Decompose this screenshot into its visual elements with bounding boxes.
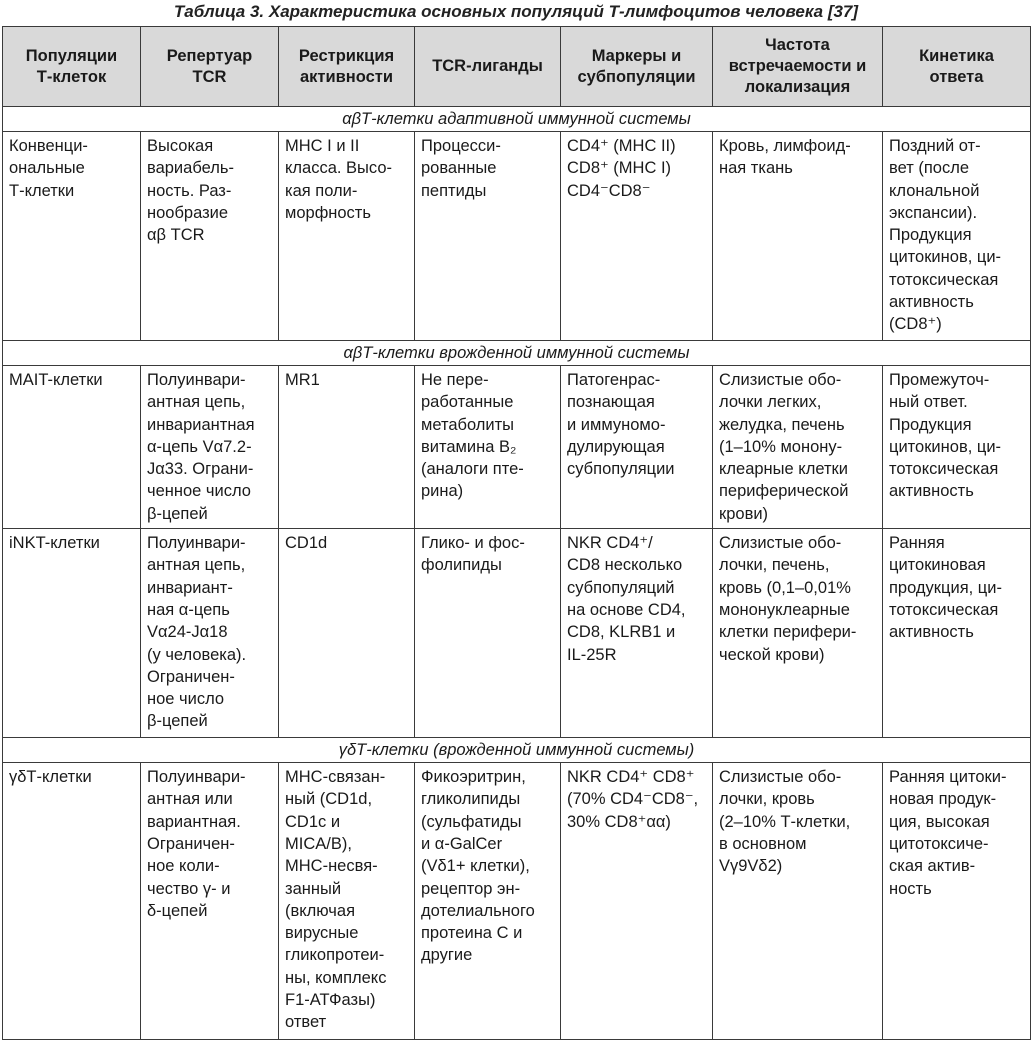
cell-restriction: MHC-связан- ный (CD1d, CD1c и MICA/B), MHC-несвя- занный (включая вирусные гликопротеи- ны, комплекс F1-АТФазы) ответ — [279, 763, 415, 1040]
table-row — [3, 529, 1031, 738]
cell-restriction: MHC I и II класса. Высо- кая поли- морфность — [279, 132, 415, 341]
cell-frequency: Кровь, лимфоид- ная ткань — [713, 132, 883, 341]
section-innate-ab: αβТ-клетки врожденной иммунной системы — [3, 341, 1031, 366]
cell-frequency: Слизистые обо- лочки, кровь (2–10% Т-клетки, в основном Vγ9Vδ2) — [713, 763, 883, 1040]
table-row — [3, 366, 1031, 529]
header-population: Популяции Т-клеток — [3, 27, 141, 107]
header-markers: Маркеры и субпопуляции — [561, 27, 713, 107]
cell-kinetics: Ранняя цитоки- новая продук- ция, высокая цитотоксиче- ская актив- ность — [883, 763, 1031, 1040]
cell-ligands: Не пере- работанные метаболиты витамина B₂ (аналоги пте- рина) — [415, 366, 561, 529]
cell-ligands: Фикоэритрин, гликолипиды (сульфатиды и α-GalCer (Vδ1+ клетки), рецептор эн- дотелиального протеина C и другие — [415, 763, 561, 1040]
cell-frequency: Слизистые обо- лочки, печень, кровь (0,1–0,01% мононуклеарные клетки перифери- ческой крови) — [713, 529, 883, 738]
cell-kinetics: Промежуточ- ный ответ. Продукция цитокинов, ци- тотоксическая активность — [883, 366, 1031, 529]
cell-restriction: MR1 — [279, 366, 415, 529]
section-row — [3, 341, 1031, 366]
header-ligands: TCR-лиганды — [415, 27, 561, 107]
cell-markers: NKR CD4⁺ CD8⁺ (70% CD4⁻CD8⁻, 30% CD8⁺αα) — [561, 763, 713, 1040]
cell-kinetics: Ранняя цитокиновая продукция, ци- тотоксическая активность — [883, 529, 1031, 738]
cell-repertoire: Полуинвари- антная цепь, инвариантная α-цепь Vα7.2- Jα33. Ограни- ченное число β-цепей — [141, 366, 279, 529]
t-cell-table — [2, 26, 1031, 1040]
cell-population: Конвенци- ональные Т-клетки — [3, 132, 141, 341]
section-gd: γδТ-клетки (врожденной иммунной системы) — [3, 738, 1031, 763]
section-adaptive-ab: αβТ-клетки адаптивной иммунной системы — [3, 107, 1031, 132]
table-row — [3, 132, 1031, 341]
cell-markers: NKR CD4⁺/ CD8 несколько субпопуляций на основе CD4, CD8, KLRB1 и IL-25R — [561, 529, 713, 738]
header-kinetics: Кинетика ответа — [883, 27, 1031, 107]
header-frequency: Частота встречаемости и локализация — [713, 27, 883, 107]
table-row — [3, 763, 1031, 1040]
cell-repertoire: Полуинвари- антная или вариантная. Ограничен- ное коли- чество γ- и δ-цепей — [141, 763, 279, 1040]
cell-ligands: Глико- и фос- фолипиды — [415, 529, 561, 738]
cell-markers: Патогенрас- познающая и иммуномо- дулирующая субпопуляции — [561, 366, 713, 529]
section-row — [3, 738, 1031, 763]
cell-population: MAIT-клетки — [3, 366, 141, 529]
table-caption: Таблица 3. Характеристика основных популяций Т-лимфоцитов человека [37] — [173, 2, 859, 21]
cell-population: γδТ-клетки — [3, 763, 141, 1040]
cell-restriction: CD1d — [279, 529, 415, 738]
cell-repertoire: Полуинвари- антная цепь, инвариант- ная α-цепь Vα24-Jα18 (у человека). Ограничен- ное число β-цепей — [141, 529, 279, 738]
cell-frequency: Слизистые обо- лочки легких, желудка, печень (1–10% монону- клеарные клетки периферической крови) — [713, 366, 883, 529]
cell-population: iNKT-клетки — [3, 529, 141, 738]
section-row — [3, 107, 1031, 132]
cell-repertoire: Высокая вариабель- ность. Раз- нообразие αβ TCR — [141, 132, 279, 341]
cell-kinetics: Поздний от- вет (после клональной экспансии). Продукция цитокинов, ци- тотоксическая активность (CD8⁺) — [883, 132, 1031, 341]
header-restriction: Рестрикция активности — [279, 27, 415, 107]
cell-markers: CD4⁺ (MHC II) CD8⁺ (MHC I) CD4⁻CD8⁻ — [561, 132, 713, 341]
header-repertoire: Репертуар TCR — [141, 27, 279, 107]
cell-ligands: Процесси- рованные пептиды — [415, 132, 561, 341]
header-row — [3, 27, 1031, 107]
